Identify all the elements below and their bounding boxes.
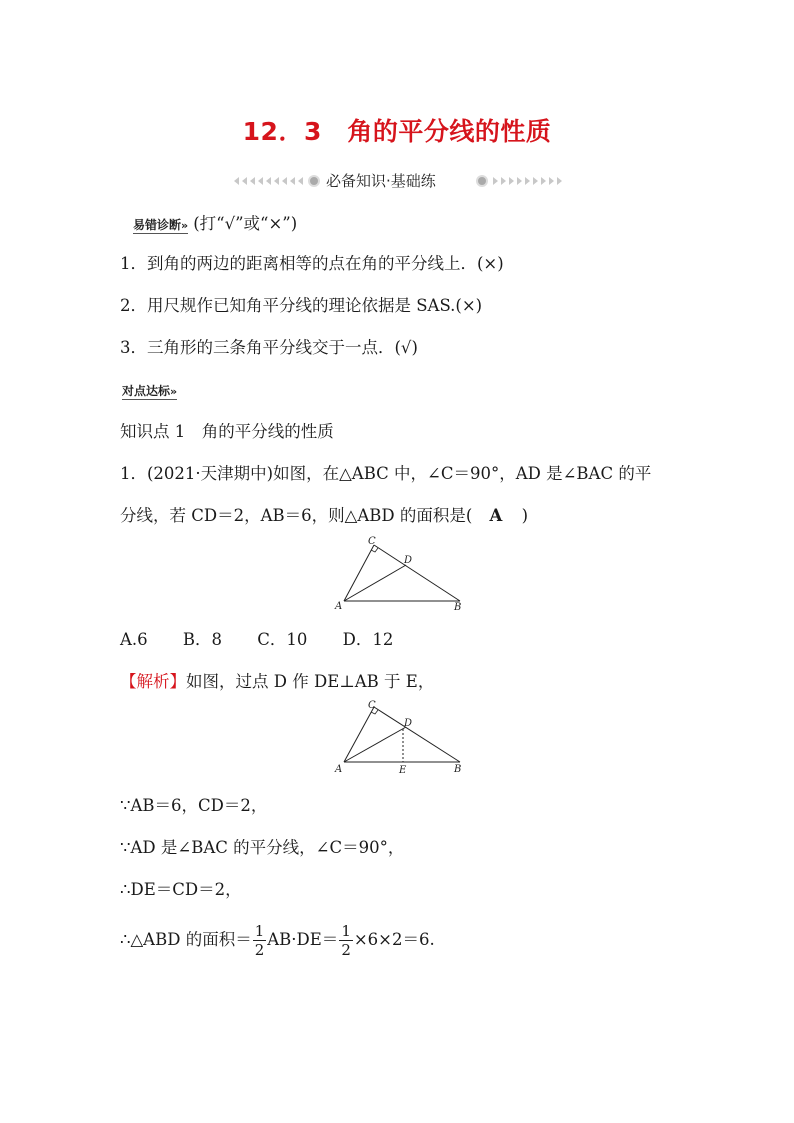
solution-intro-line xyxy=(120,670,434,694)
question-line-1: 1．(2021·天津期中)如图，在△ABC 中，∠C＝90°，AD 是∠BAC 的平 xyxy=(120,464,652,483)
targeted-practice-header xyxy=(122,380,177,399)
final-prefix: ∴△ABD 的面积＝ xyxy=(120,930,252,949)
banner-left-decoration xyxy=(232,174,322,188)
figure1-label-c: C xyxy=(368,536,376,547)
fraction-1-numerator: 1 xyxy=(254,922,265,940)
solution-tag: 【解析】 xyxy=(120,672,186,691)
answer-options xyxy=(120,628,393,652)
figure2-label-e: E xyxy=(399,765,407,776)
error-diagnosis-header xyxy=(133,210,297,234)
banner-label: 必备知识·基础练 xyxy=(326,172,436,190)
question-close-paren: ) xyxy=(521,506,529,525)
targeted-practice-tag: 对点达标» xyxy=(122,384,178,398)
diagnosis-item-2: 2．用尺规作已知角平分线的理论依据是 SAS.(×) xyxy=(120,296,483,315)
option-d: D．12 xyxy=(342,630,394,649)
solution-step-2: ∵AD 是∠BAC 的平分线，∠C＝90°， xyxy=(120,838,405,857)
fraction-one-half-1 xyxy=(253,922,267,959)
figure1-label-b: B xyxy=(454,602,462,612)
question-line-2 xyxy=(120,504,528,528)
page-title: 12．3 角的平分线的性质 xyxy=(242,117,552,146)
knowledge-point: 知识点 1 角的平分线的性质 xyxy=(120,422,334,441)
figure1-label-a: A xyxy=(335,601,343,612)
figure2-label-a: A xyxy=(335,764,343,775)
option-c: C．10 xyxy=(257,630,308,649)
error-diagnosis-tag: 易错诊断» xyxy=(133,218,189,232)
option-a: A.6 xyxy=(120,630,148,649)
final-middle: AB·DE＝ xyxy=(267,930,339,949)
solution-intro: 如图，过点 D 作 DE⊥AB 于 E， xyxy=(186,672,435,691)
answer-choice: A xyxy=(489,506,503,525)
option-b: B．8 xyxy=(182,630,223,649)
triangle-figure-1 xyxy=(330,534,470,616)
diagnosis-item-1: 1．到角的两边的距离相等的点在角的平分线上．(×) xyxy=(120,254,504,273)
figure2-label-d: D xyxy=(404,718,413,729)
final-result: ×6×2＝6. xyxy=(353,930,435,949)
error-diagnosis-instruction: (打“√”或“×”) xyxy=(193,214,298,233)
question-text: 分线，若 CD＝2，AB＝6，则△ABD 的面积是( xyxy=(120,506,473,525)
fraction-one-half-2 xyxy=(339,922,353,959)
fraction-1-denominator: 2 xyxy=(254,941,265,959)
fraction-2-denominator: 2 xyxy=(341,941,351,959)
triangle-figure-2 xyxy=(330,700,470,782)
diagnosis-item-3: 3．三角形的三条角平分线交于一点．(√) xyxy=(120,338,418,357)
figure2-label-c: C xyxy=(368,700,376,711)
solution-step-1: ∵AB＝6，CD＝2， xyxy=(120,796,268,815)
banner-right-decoration xyxy=(474,174,564,188)
solution-step-3: ∴DE＝CD＝2， xyxy=(120,880,242,899)
figure2-label-b: B xyxy=(454,764,462,775)
fraction-2-numerator: 1 xyxy=(341,922,351,940)
section-banner xyxy=(0,170,794,192)
figure1-label-d: D xyxy=(404,555,413,566)
solution-final-line xyxy=(120,918,435,962)
